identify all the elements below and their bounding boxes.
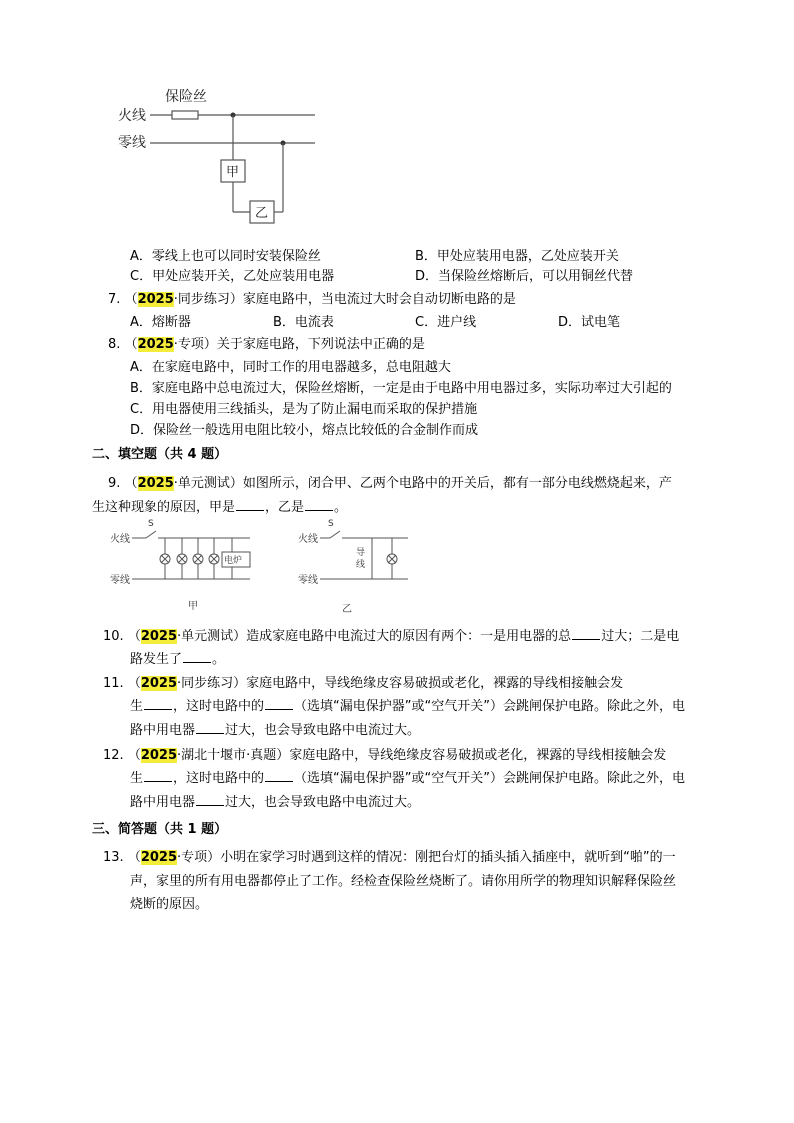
question-8: 8. （2025·专项）关于家庭电路，下列说法中正确的是 [108,337,425,352]
question-9-line1: 9. （2025·单元测试）如图所示，闭合甲、乙两个电路中的开关后，都有一部分电线燃烧起来，产 [108,476,672,491]
q6-option-a: A．零线上也可以同时安装保险丝 [130,249,321,264]
question-7: 7. （2025·同步练习）家庭电路中，当电流过大时会自动切断电路的是 [108,292,516,307]
year-badge: 2025 [137,292,174,307]
year-badge: 2025 [140,748,178,763]
year-badge: 2025 [137,337,174,352]
svg-text:零线: 零线 [110,575,130,586]
question-13-line2: 声，家里的所有用电器都停止了工作。经检查保险丝烧断了。请你用所学的物理知识解释保险丝 [130,874,677,889]
short-circuit-figure [110,517,420,617]
fuse-symbol [172,111,198,119]
q8-option-a: A．在家庭电路中，同时工作的用电器越多，总电阻越大 [130,360,451,375]
answer-blank[interactable] [265,697,293,710]
svg-text:导: 导 [356,548,366,558]
question-11-line2: 生 ，这时电路中的 （选填“漏电保护器”或“空气开关”）会跳闸保护电路。除此之外，电 [130,699,685,714]
answer-blank[interactable] [265,769,293,782]
q7-option-c: C．进户线 [415,315,477,330]
q7-option-b: B．电流表 [273,315,334,330]
answer-blank[interactable] [183,650,211,663]
live-wire-label: 火线 [118,108,146,124]
answer-blank[interactable] [196,793,224,806]
fuse-circuit-figure [110,85,330,225]
year-badge: 2025 [140,629,178,644]
bulbs-array [160,538,219,579]
answer-blank[interactable] [572,627,600,640]
answer-blank[interactable] [196,721,224,734]
q8-option-b: B．家庭电路中总电流过大，保险丝熔断，一定是由于电路中用电器过多，实际功率过大引起的 [130,381,672,396]
q8-option-c: C．用电器使用三线插头，是为了防止漏电而采取的保护措施 [130,402,478,417]
answer-blank[interactable] [144,769,172,782]
section-heading-short-answer: 三、简答题（共 1 题） [92,822,228,837]
svg-text:乙: 乙 [255,206,269,221]
svg-text:线: 线 [356,560,366,570]
svg-text:火线: 火线 [110,534,130,545]
answer-blank[interactable] [236,498,264,511]
question-12-line1: 12. （2025·湖北十堰市·真题）家庭电路中，导线绝缘皮容易破损或老化，裸露的导线相接触会发 [103,748,667,763]
year-badge: 2025 [140,850,178,865]
svg-text:零线: 零线 [298,575,318,586]
question-13-line3: 烧断的原因。 [130,897,209,912]
question-12-line3: 路中用电器 过大，也会导致电路中电流过大。 [130,795,421,810]
svg-text:S: S [148,519,154,529]
question-12-line2: 生 ，这时电路中的 （选填“漏电保护器”或“空气开关”）会跳闸保护电路。除此之外，电 [130,771,685,786]
question-10-line1: 10. （2025·单元测试）造成家庭电路中电流过大的原因有两个：一是用电器的总 过大；二是电 [103,629,680,644]
year-badge: 2025 [140,676,178,691]
question-11-line1: 11. （2025·同步练习）家庭电路中，导线绝缘皮容易破损或老化，裸露的导线相接触会发 [103,676,624,691]
question-11-line3: 路中用电器 过大，也会导致电路中电流过大。 [130,723,421,738]
q6-option-c: C．甲处应装开关，乙处应装用电器 [130,269,335,284]
fuse-label: 保险丝 [165,89,207,105]
svg-text:电炉: 电炉 [224,556,243,566]
question-9-line2: 生这种现象的原因，甲是 ，乙是 。 [92,500,348,515]
q7-option-a: A．熔断器 [130,315,191,330]
svg-text:乙: 乙 [342,604,352,615]
svg-text:甲: 甲 [226,165,240,180]
q7-option-d: D．试电笔 [558,315,621,330]
svg-text:S: S [328,519,334,529]
q6-option-b: B．甲处应装用电器，乙处应装开关 [415,249,619,264]
answer-blank[interactable] [144,697,172,710]
year-badge: 2025 [137,476,174,491]
answer-blank[interactable] [305,498,333,511]
question-10-line2: 路发生了 。 [130,652,226,667]
svg-text:火线: 火线 [298,534,318,545]
question-13-line1: 13. （2025·专项）小明在家学习时遇到这样的情况：刚把台灯的插头插入插座中，就听到“啪”的一 [103,850,676,865]
q8-option-d: D．保险丝一般选用电阻比较小，熔点比较低的合金制作而成 [130,423,479,438]
section-heading-fill-in: 二、填空题（共 4 题） [92,447,228,462]
q6-option-d: D．当保险丝熔断后，可以用铜丝代替 [415,269,634,284]
svg-text:甲: 甲 [188,601,198,612]
neutral-wire-label: 零线 [118,135,146,151]
